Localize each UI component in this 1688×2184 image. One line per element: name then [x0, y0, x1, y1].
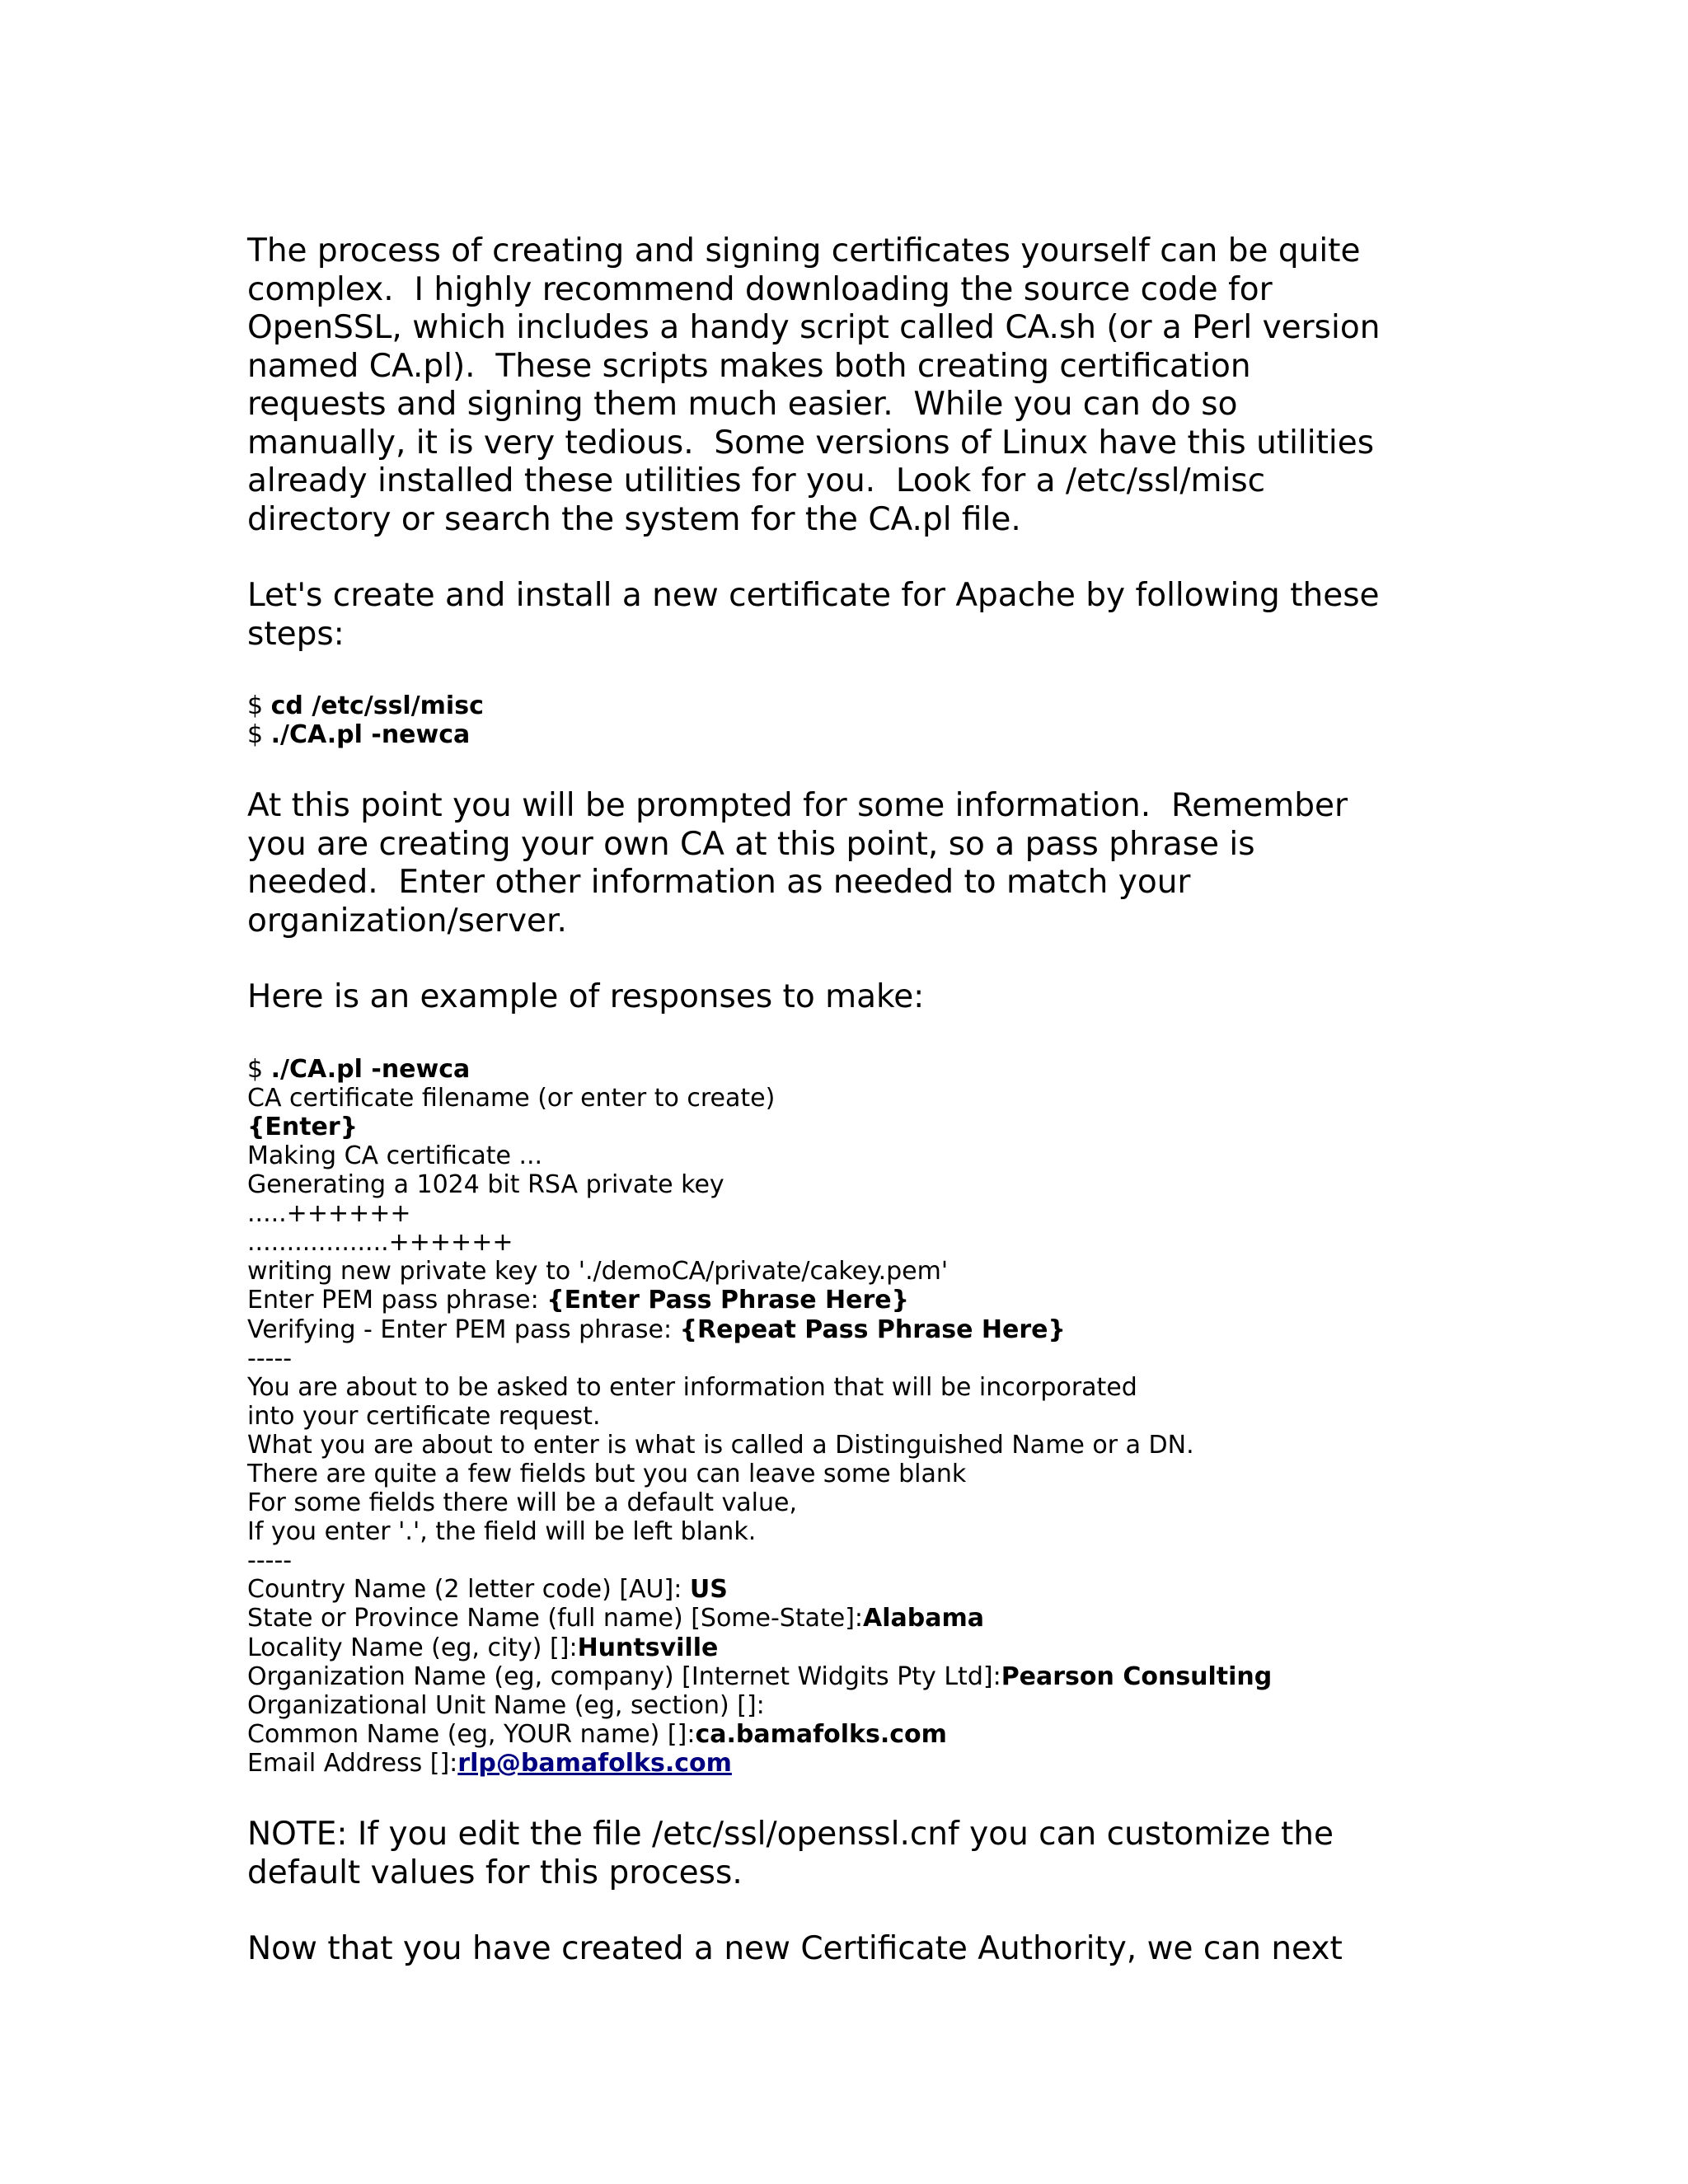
session-line: [247, 1084, 1442, 1113]
session-output: For some fields there will be a default value,: [247, 1488, 798, 1518]
session-input: {Enter}: [247, 1112, 359, 1141]
command-text: cd /etc/ssl/misc: [270, 691, 484, 720]
session-line: [247, 1460, 1442, 1488]
text-line: needed. Enter other information as needed to match your: [247, 864, 1191, 902]
text-line: manually, it is very tedious. Some versions of Linux have this utilities: [247, 424, 1375, 462]
session-input: ca.bamafolks.com: [695, 1719, 947, 1749]
session-line: [247, 1141, 1442, 1170]
session-output: -----: [247, 1546, 293, 1576]
session-input: {Repeat Pass Phrase Here}: [679, 1315, 1066, 1344]
session-line: [247, 1170, 1442, 1199]
session-input: Pearson Consulting: [1001, 1661, 1273, 1691]
command-block: [247, 691, 1442, 749]
session-output: into your certificate request.: [247, 1401, 601, 1431]
session-line: [247, 1749, 1442, 1778]
document-body: [247, 232, 1442, 2007]
text-line: organization/server.: [247, 902, 567, 940]
text-line: At this point you will be prompted for some information. Remember: [247, 787, 1348, 825]
session-output: Generating a 1024 bit RSA private key: [247, 1170, 724, 1200]
session-line: [247, 1286, 1442, 1315]
steps-intro-paragraph: [247, 577, 1442, 654]
session-output: State or Province Name (full name) [Some-State]:: [247, 1604, 864, 1633]
text-line: steps:: [247, 615, 345, 653]
text-line: named CA.pl). These scripts makes both creating certification: [247, 347, 1251, 385]
session-line: [247, 1604, 1442, 1633]
session-line: [247, 1055, 1442, 1084]
session-output: Verifying - Enter PEM pass phrase:: [247, 1315, 680, 1344]
session-line: [247, 1228, 1442, 1257]
session-line: [247, 1662, 1442, 1691]
session-line: [247, 1431, 1442, 1460]
session-line: [247, 1575, 1442, 1604]
session-output: ..................++++++: [247, 1228, 513, 1258]
session-output: There are quite a few fields but you can leave some blank: [247, 1460, 967, 1488]
session-output: writing new private key to './demoCA/private/cakey.pem': [247, 1257, 949, 1286]
session-output: Organization Name (eg, company) [Internet Widgits Pty Ltd]:: [247, 1661, 1001, 1691]
session-output: You are about to be asked to enter information that will be incorporated: [247, 1372, 1137, 1402]
session-line: [247, 1720, 1442, 1749]
session-output: Enter PEM pass phrase:: [247, 1286, 547, 1315]
session-line: [247, 1517, 1442, 1546]
text-line: The process of creating and signing certificates yourself can be quite: [247, 232, 1361, 269]
session-line: [247, 1633, 1442, 1662]
session-output: If you enter '.', the field will be left blank.: [247, 1517, 757, 1547]
session-output: Organizational Unit Name (eg, section) []:: [247, 1690, 765, 1720]
prompt-info-paragraph: [247, 787, 1442, 940]
text-line: directory or search the system for the CA.pl file.: [247, 500, 1021, 538]
text-line: already installed these utilities for you. Look for a /etc/ssl/misc: [247, 462, 1266, 499]
text-line: you are creating your own CA at this point, so a pass phrase is: [247, 825, 1255, 863]
session-output: -----: [247, 1343, 293, 1373]
session-output: .....++++++: [247, 1199, 411, 1229]
intro-paragraph: [247, 232, 1442, 539]
session-line: [247, 1257, 1442, 1286]
session-input: Huntsville: [577, 1633, 719, 1662]
session-output: Country Name (2 letter code) [AU]:: [247, 1575, 690, 1605]
closing-paragraph: Now that you have created a new Certificate Authority, we can next: [247, 1930, 1343, 1968]
session-output: CA certificate filename (or enter to create): [247, 1083, 776, 1113]
session-line: [247, 1402, 1442, 1431]
session-line: [247, 1199, 1442, 1228]
session-output: What you are about to enter is what is called a Distinguished Name or a DN.: [247, 1430, 1194, 1460]
session-line: [247, 1113, 1442, 1141]
text-line: OpenSSL, which includes a handy script called CA.sh (or a Perl version: [247, 309, 1381, 346]
session-line: [247, 1315, 1442, 1344]
session-line: [247, 1373, 1442, 1402]
session-input: {Enter Pass Phrase Here}: [546, 1286, 909, 1315]
session-input: US: [689, 1575, 728, 1605]
session-output: Email Address []:: [247, 1748, 458, 1778]
text-line: complex. I highly recommend downloading the source code for: [247, 270, 1273, 308]
session-output: $: [247, 1054, 271, 1084]
session-output: Locality Name (eg, city) []:: [247, 1633, 578, 1662]
session-output: Common Name (eg, YOUR name) []:: [247, 1719, 696, 1749]
command-line: [247, 720, 1442, 749]
shell-prompt: $: [247, 691, 271, 720]
session-line: [247, 1546, 1442, 1575]
text-line: Let's create and install a new certificate for Apache by following these: [247, 577, 1380, 614]
email-link[interactable]: rlp@bamafolks.com: [457, 1748, 732, 1778]
session-line: [247, 1488, 1442, 1517]
session-input: Alabama: [863, 1604, 984, 1633]
example-session: [247, 1055, 1442, 1778]
text-line: requests and signing them much easier. While you can do so: [247, 386, 1238, 423]
shell-prompt: $: [247, 720, 271, 750]
text-line: default values for this process.: [247, 1854, 743, 1891]
session-line: [247, 1691, 1442, 1720]
command-line: [247, 691, 1442, 720]
text-line: NOTE: If you edit the file /etc/ssl/openssl.cnf you can customize the: [247, 1816, 1334, 1854]
command-text: ./CA.pl -newca: [270, 720, 471, 750]
session-input: ./CA.pl -newca: [270, 1054, 471, 1084]
session-line: [247, 1344, 1442, 1373]
note-paragraph: [247, 1816, 1442, 1892]
session-output: Making CA certificate ...: [247, 1141, 543, 1170]
example-intro: Here is an example of responses to make:: [247, 978, 925, 1016]
